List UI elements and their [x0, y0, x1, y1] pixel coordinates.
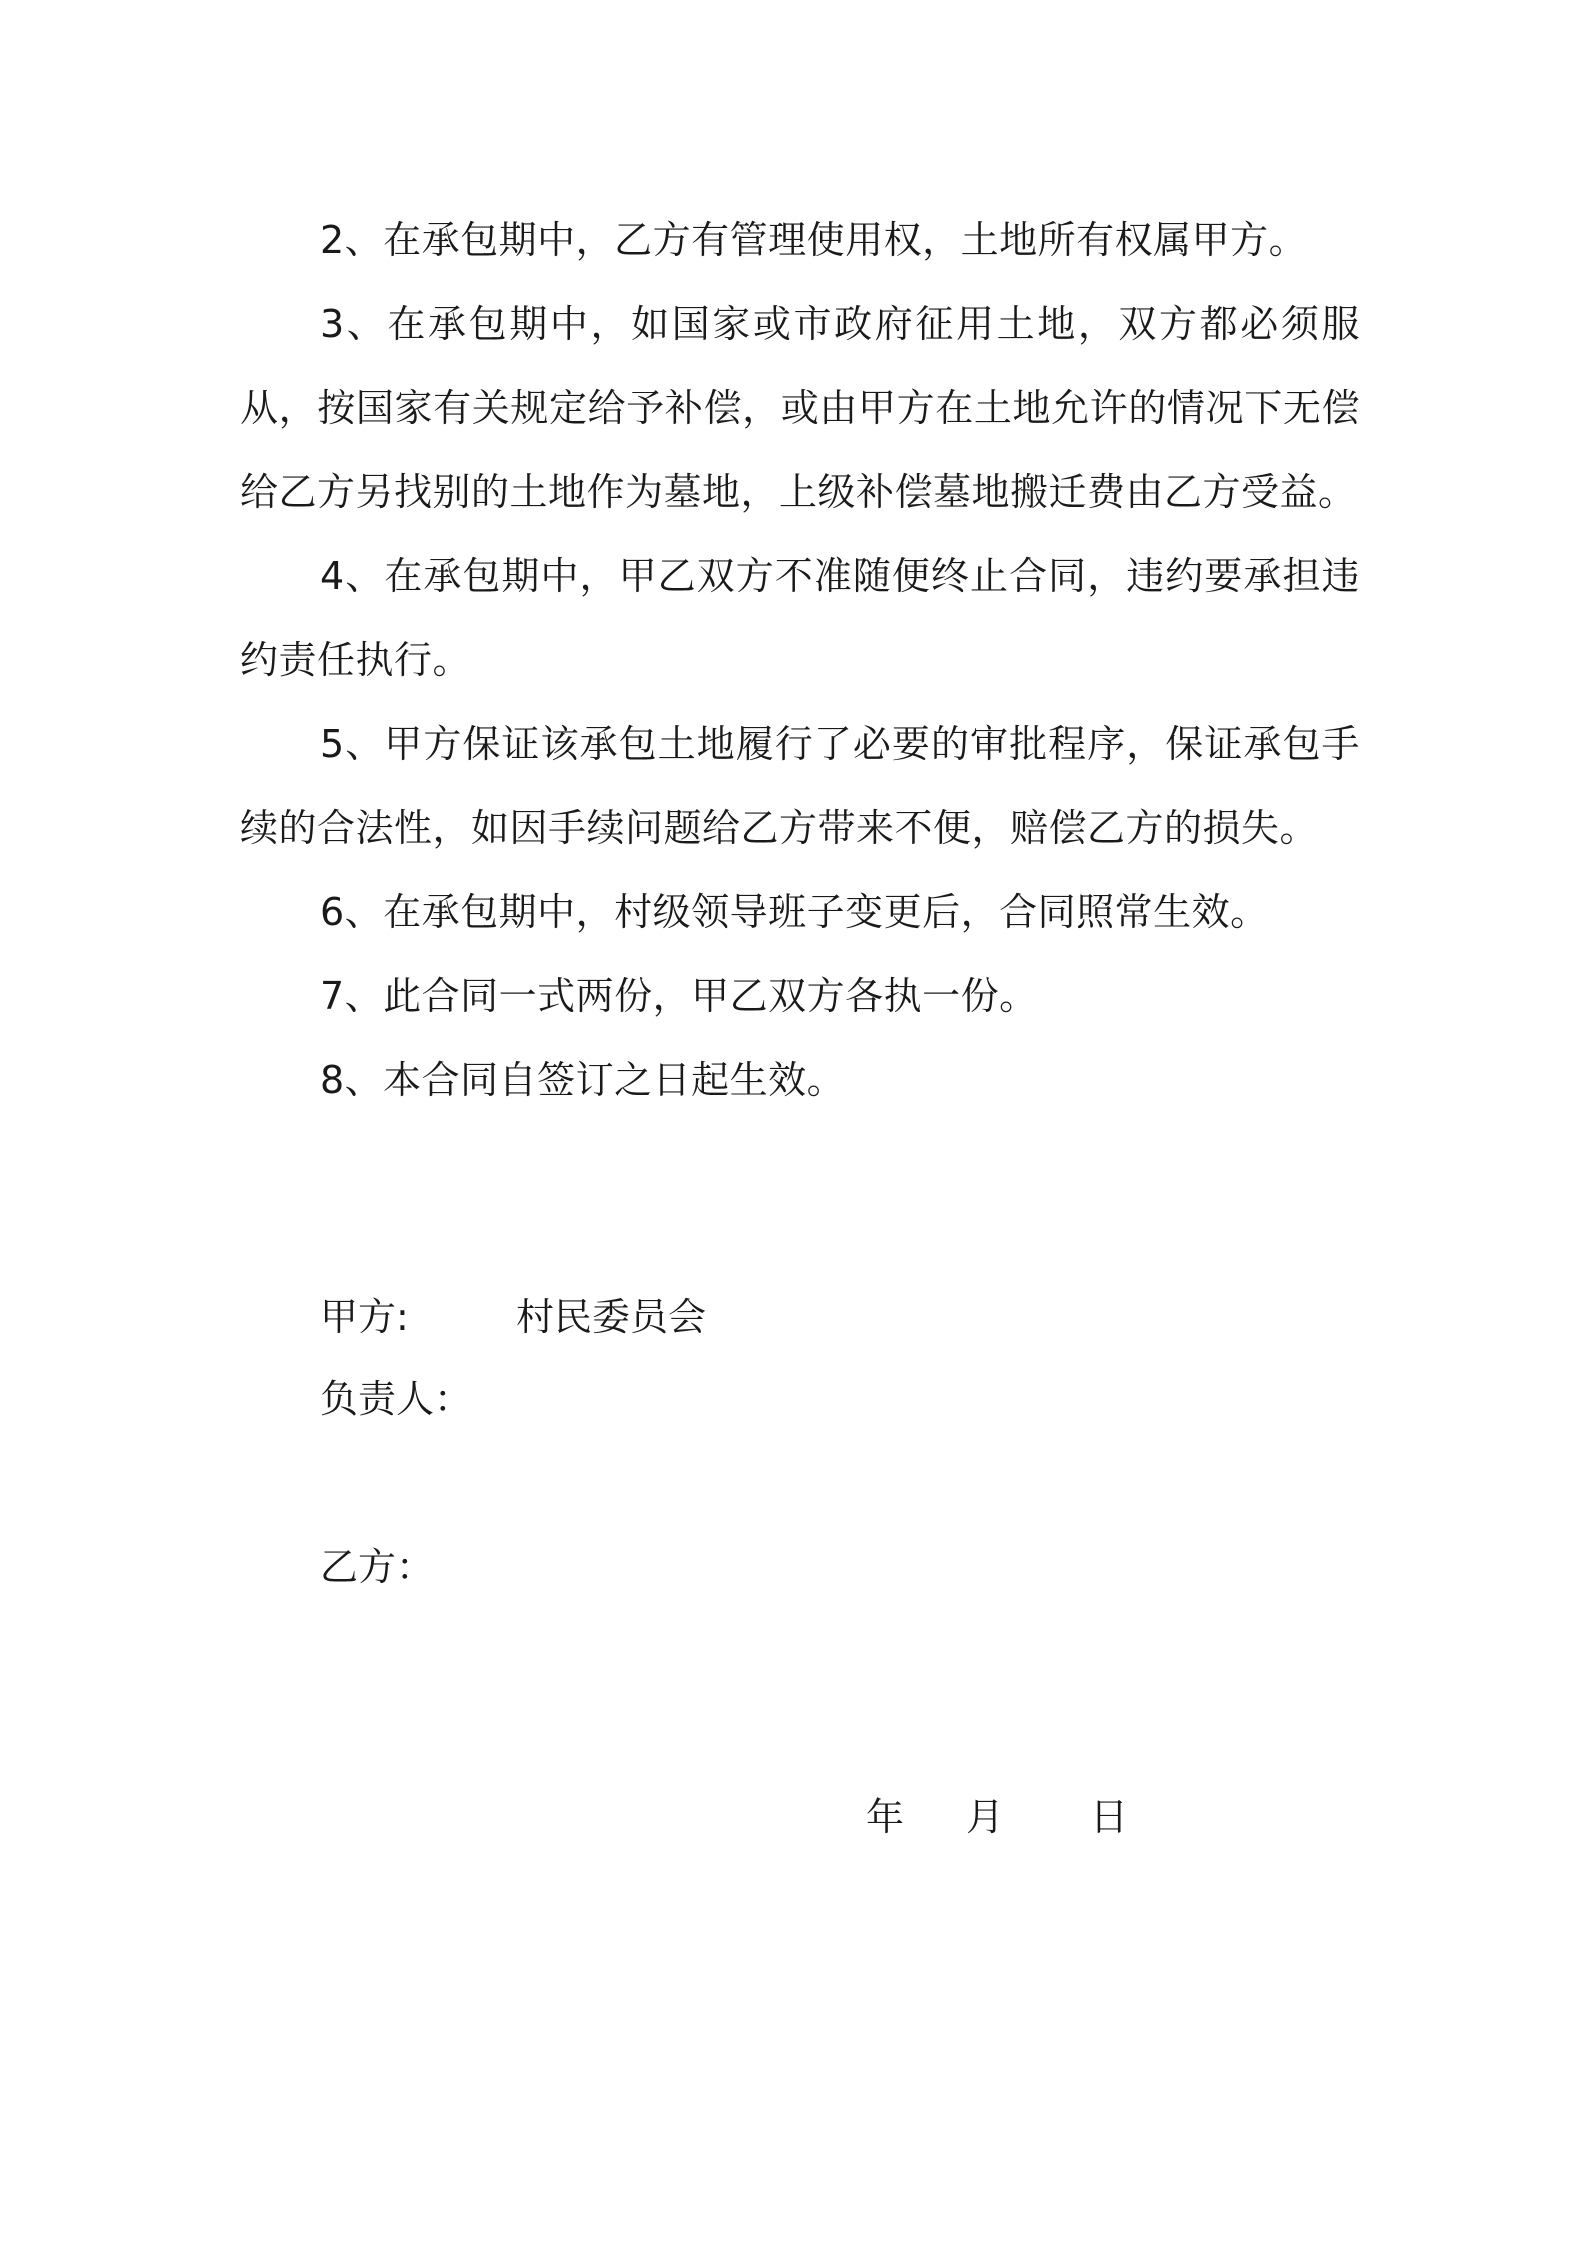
- clause-3: 3、在承包期中，如国家或市政府征用土地，双方都必须服从，按国家有关规定给予补偿，或由甲方在土地允许的情况下无偿给乙方另找别的土地作为墓地，上级补偿墓地搬迁费由乙方受益。: [240, 302, 1360, 514]
- party-b-line: [320, 1542, 434, 1592]
- date-day-label: 日: [1090, 1795, 1129, 1839]
- responsible-line: [320, 1374, 472, 1424]
- clause-7: 7、此合同一式两份，甲乙双方各执一份。: [320, 974, 1038, 1018]
- clause-8: 8、本合同自签订之日起生效。: [320, 1058, 846, 1102]
- party-a-line: [320, 1292, 707, 1342]
- clause-2: 2、在承包期中，乙方有管理使用权，土地所有权属甲方。: [320, 218, 1308, 262]
- date-year-label: 年: [866, 1795, 905, 1839]
- contract-clauses: [240, 198, 1360, 1122]
- clause-6: 6、在承包期中，村级领导班子变更后，合同照常生效。: [320, 890, 1269, 934]
- clause-4: 4、在承包期中，甲乙双方不准随便终止合同，违约要承担违约责任执行。: [240, 554, 1360, 682]
- responsible-label: 负责人：: [320, 1377, 473, 1421]
- date-month-label: 月: [966, 1795, 1005, 1839]
- clause-5: 5、甲方保证该承包土地履行了必要的审批程序，保证承包手续的合法性，如因手续问题给乙方带来不便，赔偿乙方的损失。: [240, 722, 1360, 850]
- party-b-label: 乙方：: [320, 1545, 435, 1589]
- party-a-label: 甲方:: [320, 1295, 409, 1339]
- party-a-value: 村民委员会: [516, 1295, 707, 1339]
